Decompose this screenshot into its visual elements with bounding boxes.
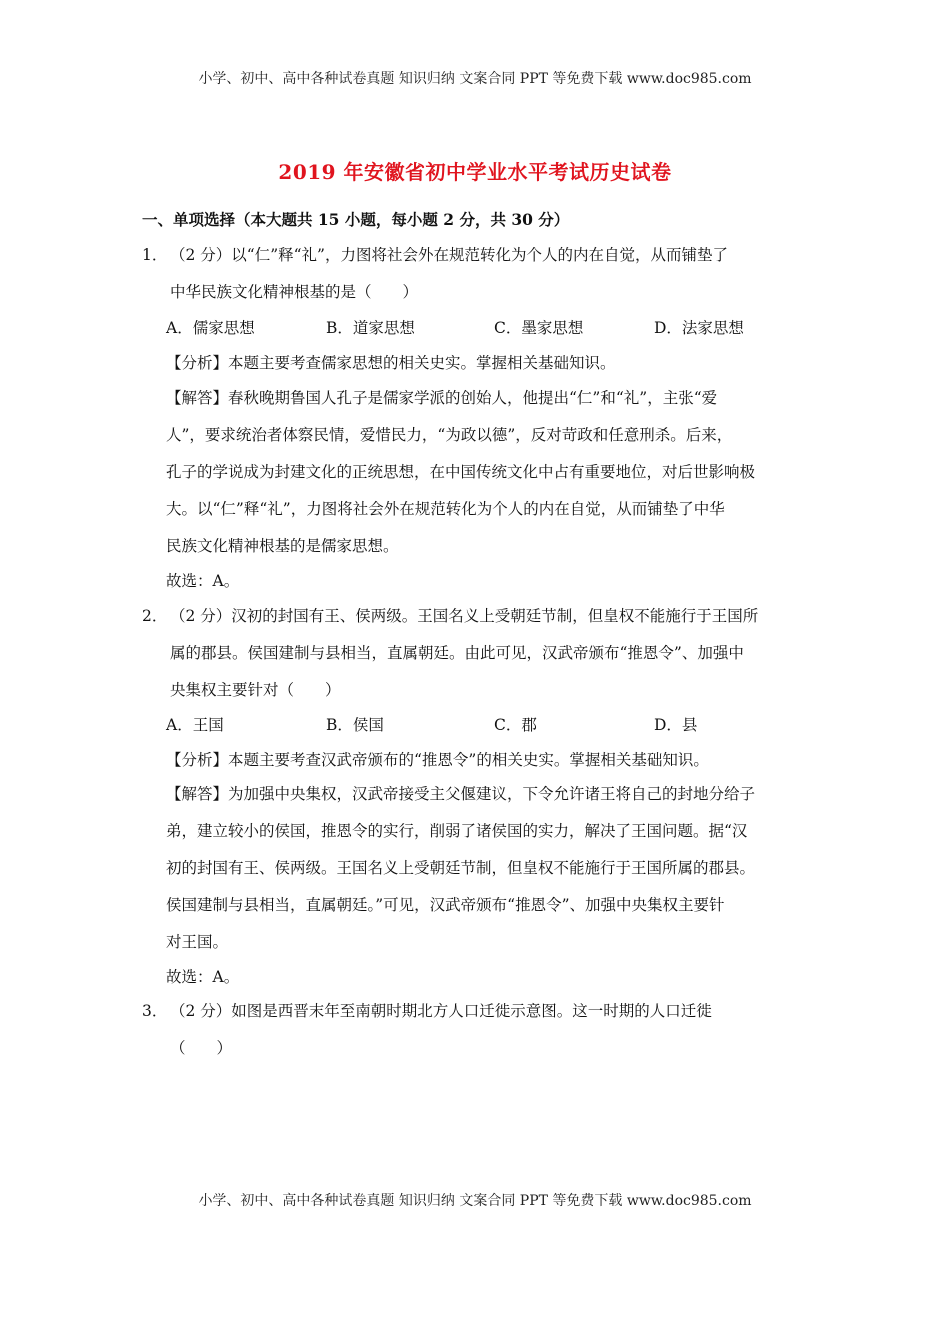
question-number: 2．	[142, 607, 168, 625]
section-heading: 一、单项选择（本大题共 15 小题，每小题 2 分，共 30 分）	[142, 210, 570, 229]
answer-line: 初的封国有王、侯两级。王国名义上受朝廷节制，但皇权不能施行于王国所属的郡县。	[166, 859, 756, 877]
answer-line: 人”，要求统治者体察民情，爱惜民力，“为政以德”，反对苛政和任意刑杀。后来，	[166, 426, 733, 444]
option-d: D．县	[654, 716, 698, 734]
option-c: C．墨家思想	[494, 319, 584, 337]
choice-text: 故选：A。	[166, 968, 240, 986]
analysis-text: 【分析】本题主要考查汉武帝颁布的“推恩令”的相关史实。掌握相关基础知识。	[166, 751, 709, 769]
option-a: A．儒家思想	[166, 319, 255, 337]
question-stem-line: 属的郡县。侯国建制与县相当，直属朝廷。由此可见，汉武帝颁布“推恩令”、加强中	[170, 644, 744, 662]
answer-line: 民族文化精神根基的是儒家思想。	[166, 537, 399, 555]
question-stem-line: （2 分）如图是西晋末年至南朝时期北方人口迁徙示意图。这一时期的人口迁徙	[170, 1002, 712, 1020]
question-stem-line: （ ）	[170, 1039, 233, 1057]
question-stem-line: （2 分）汉初的封国有王、侯两级。王国名义上受朝廷节制，但皇权不能施行于王国所	[170, 607, 759, 625]
question-stem-line: 央集权主要针对（ ）	[170, 681, 341, 699]
answer-line: 大。以“仁”释“礼”，力图将社会外在规范转化为个人的内在自觉，从而铺垫了中华	[166, 500, 725, 518]
question-number: 3．	[142, 1002, 168, 1020]
option-b: B．道家思想	[326, 319, 415, 337]
option-c: C．郡	[494, 716, 537, 734]
page-footer: 小学、初中、高中各种试卷真题 知识归纳 文案合同 PPT 等免费下载 www.doc985.com	[198, 1193, 752, 1209]
question-number: 1．	[142, 246, 168, 264]
answer-line: 【解答】为加强中央集权，汉武帝接受主父偃建议，下令允许诸王将自己的封地分给子	[166, 785, 756, 803]
answer-line: 孔子的学说成为封建文化的正统思想，在中国传统文化中占有重要地位，对后世影响极	[166, 463, 756, 481]
answer-line: 弟，建立较小的侯国，推恩令的实行，削弱了诸侯国的实力，解决了王国问题。据“汉	[166, 822, 748, 840]
exam-title: 2019 年安徽省初中学业水平考试历史试卷	[278, 160, 672, 184]
answer-line: 侯国建制与县相当，直属朝廷。”可见，汉武帝颁布“推恩令”、加强中央集权主要针	[166, 896, 725, 914]
option-a: A．王国	[166, 716, 224, 734]
option-d: D．法家思想	[654, 319, 744, 337]
question-stem-line: 中华民族文化精神根基的是（ ）	[170, 283, 419, 301]
choice-text: 故选：A。	[166, 572, 240, 590]
page-header: 小学、初中、高中各种试卷真题 知识归纳 文案合同 PPT 等免费下载 www.doc985.com	[198, 71, 752, 87]
question-stem-line: （2 分）以“仁”释“礼”，力图将社会外在规范转化为个人的内在自觉，从而铺垫了	[170, 246, 728, 264]
answer-line: 【解答】春秋晚期鲁国人孔子是儒家学派的创始人，他提出“仁”和“礼”，主张“爱	[166, 389, 718, 407]
answer-line: 对王国。	[166, 933, 229, 951]
analysis-text: 【分析】本题主要考查儒家思想的相关史实。掌握相关基础知识。	[166, 354, 616, 372]
option-b: B．侯国	[326, 716, 384, 734]
